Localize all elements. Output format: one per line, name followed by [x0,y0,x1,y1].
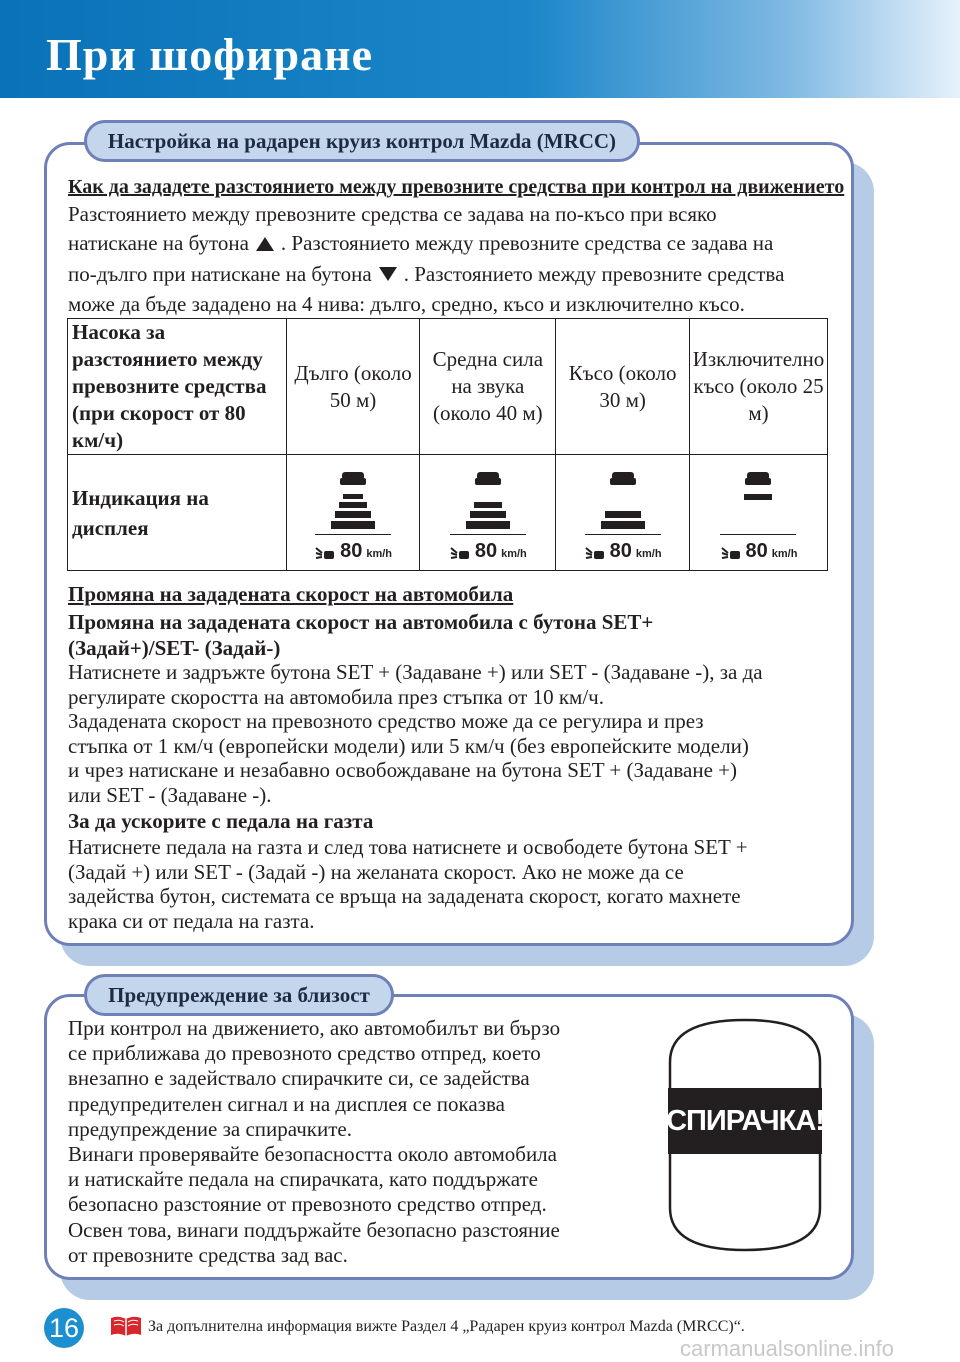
display-long [287,459,420,567]
intro-line-3 [68,260,848,291]
page-title: При шофиране [46,29,374,80]
radar-car-icon [449,545,471,561]
para2-line: крака си от педала на газта. [68,908,315,933]
page-number: 16 [44,1308,84,1348]
para2-line: задейства бутон, системата се връща на зададената скорост, когато махнете [68,884,741,908]
speed-unit: km/h [771,547,798,560]
section1-heading-text: Как да зададете разстоянието между превозните средства при контрол на движението [68,176,845,198]
sub-heading-2a: Промяна на зададената скорост на автомобила с бутона SET+ [68,610,654,634]
intro-line-4: може да бъде зададено на 4 нива: дълго, средно, късо и изключително късо. [68,292,745,317]
display-medium [420,459,555,567]
speed-readout [314,541,392,561]
display-cell-long [286,455,420,571]
display-divider [585,534,661,535]
speed-readout [584,541,662,561]
speed-value: 80 [474,539,498,562]
intro-line-2b: . Разстоянието между превозните средства се задава на [280,231,774,255]
distance-bars-4-icon [313,470,393,532]
para2-line: (Задай +) или SET - (Задай -) на желаната скорост. Ако не може да се [68,859,684,884]
section2-tab: Предупреждение за близост [84,974,394,1016]
speed-readout [720,541,798,561]
speed-unit: km/h [366,547,393,560]
sub-heading-2b: (Задай+)/SET- (Задай-) [68,636,281,660]
section2-line: от превозните средства зад вас. [68,1242,348,1267]
distance-bars-3-icon [448,470,528,532]
radar-car-icon [584,545,606,561]
intro-line-2 [68,229,848,260]
level-medium: Средна сила на звука (около 40 м) [420,319,556,455]
speed-readout [449,541,527,561]
section2-line: внезапно е задействало спирачките си, се задейства [68,1066,530,1091]
para2-line: Натиснете педала на газта и след това натиснете и освободете бутона SET + [68,835,748,859]
brake-display [668,1018,822,1252]
table-row-guide [68,319,828,455]
para1-line: или SET - (Задаване -). [68,782,272,807]
brake-warning-label: СПИРАЧКА! [668,1088,822,1154]
display-divider [450,534,526,535]
speed-value: 80 [745,539,768,562]
footer-note: За допълнителна информация вижте Раздел 4 „Радарен круиз контрол Mazda (MRCC)“. [148,1318,745,1335]
section2-line: При контрол на движението, ако автомобилът ви бързо [68,1016,561,1040]
down-triangle-icon [378,261,398,290]
section2-line: се приближава до превозното средство отпред, което [68,1041,541,1066]
intro-line-3a: по-дълго при натискане на бутона [68,261,372,286]
table-row-display [68,455,828,571]
sub-heading-3: За да ускорите с педала на газта [68,809,374,833]
display-cell-extra-short [689,455,827,571]
section2-line: Освен това, винаги поддържайте безопасно разстояние [68,1217,560,1242]
distance-bars-1-icon [718,470,798,532]
up-triangle-icon [255,231,275,260]
section2-line: безопасно разстояние от превозното средство отпред. [68,1192,547,1217]
distance-bars-2-icon [583,470,663,532]
para1-line: регулирате скоростта на автомобила през стъпка от 10 км/ч. [68,684,604,709]
display-cell-medium [420,455,556,571]
book-icon [110,1315,142,1342]
intro-line-1: Разстоянието между превозните средства се задава на по-късо при всяко [68,202,717,226]
speed-unit: km/h [501,547,527,560]
section1-speed-text [68,580,850,933]
section2-line: предупреждение за спирачките. [68,1116,352,1141]
display-divider [720,534,796,535]
level-long: Дълго (около 50 м) [286,319,420,455]
display-cell-short [556,455,690,571]
intro-line-3b: . Разстоянието между превозните средства [403,261,785,286]
section1-intro [68,200,848,319]
section2-line: Винаги проверявайте безопасността около автомобила [68,1142,557,1167]
distance-table [67,318,828,571]
display-short [556,459,689,567]
display-divider [315,534,391,535]
section1-heading [68,173,844,202]
speed-value: 80 [340,539,363,562]
section2-line: и натискайте педала на спирачката, като поддържате [68,1167,538,1192]
para1-line: и чрез натискане и незабавно освобождаване на бутона SET + (Задаване +) [68,758,737,782]
watermark: carmanualsonline.info [680,1336,895,1361]
sub-heading-1: Промяна на зададената скорост на автомобила [68,582,514,606]
row2-header: Индикация на дисплея [68,455,287,571]
section2-line: предупредителен сигнал и на дисплея се показва [68,1091,505,1116]
display-extra-short [690,459,827,567]
para1-line: Зададената скорост на превозното средство може да се регулира и през [68,709,704,733]
para1-line: стъпка от 1 км/ч (европейски модели) или 5 км/ч (без европейските модели) [68,733,749,758]
row1-header: Насока за разстоянието между превозните средства (при скорост от 80 км/ч) [68,319,287,455]
section2-body [68,1016,628,1268]
radar-car-icon [720,545,742,561]
level-extra-short: Изключително късо (около 25 м) [689,319,827,455]
level-short: Късо (около 30 м) [556,319,690,455]
para1-line: Натиснете и задръжте бутона SET + (Задаване +) или SET - (Задаване -), за да [68,660,763,684]
speed-value: 80 [609,539,632,562]
section1-tab: Настройка на радарен круиз контрол Mazda (MRCC) [84,120,640,162]
speed-unit: km/h [635,547,662,560]
intro-line-2a: натискане на бутона [68,231,249,255]
radar-car-icon [314,545,336,561]
